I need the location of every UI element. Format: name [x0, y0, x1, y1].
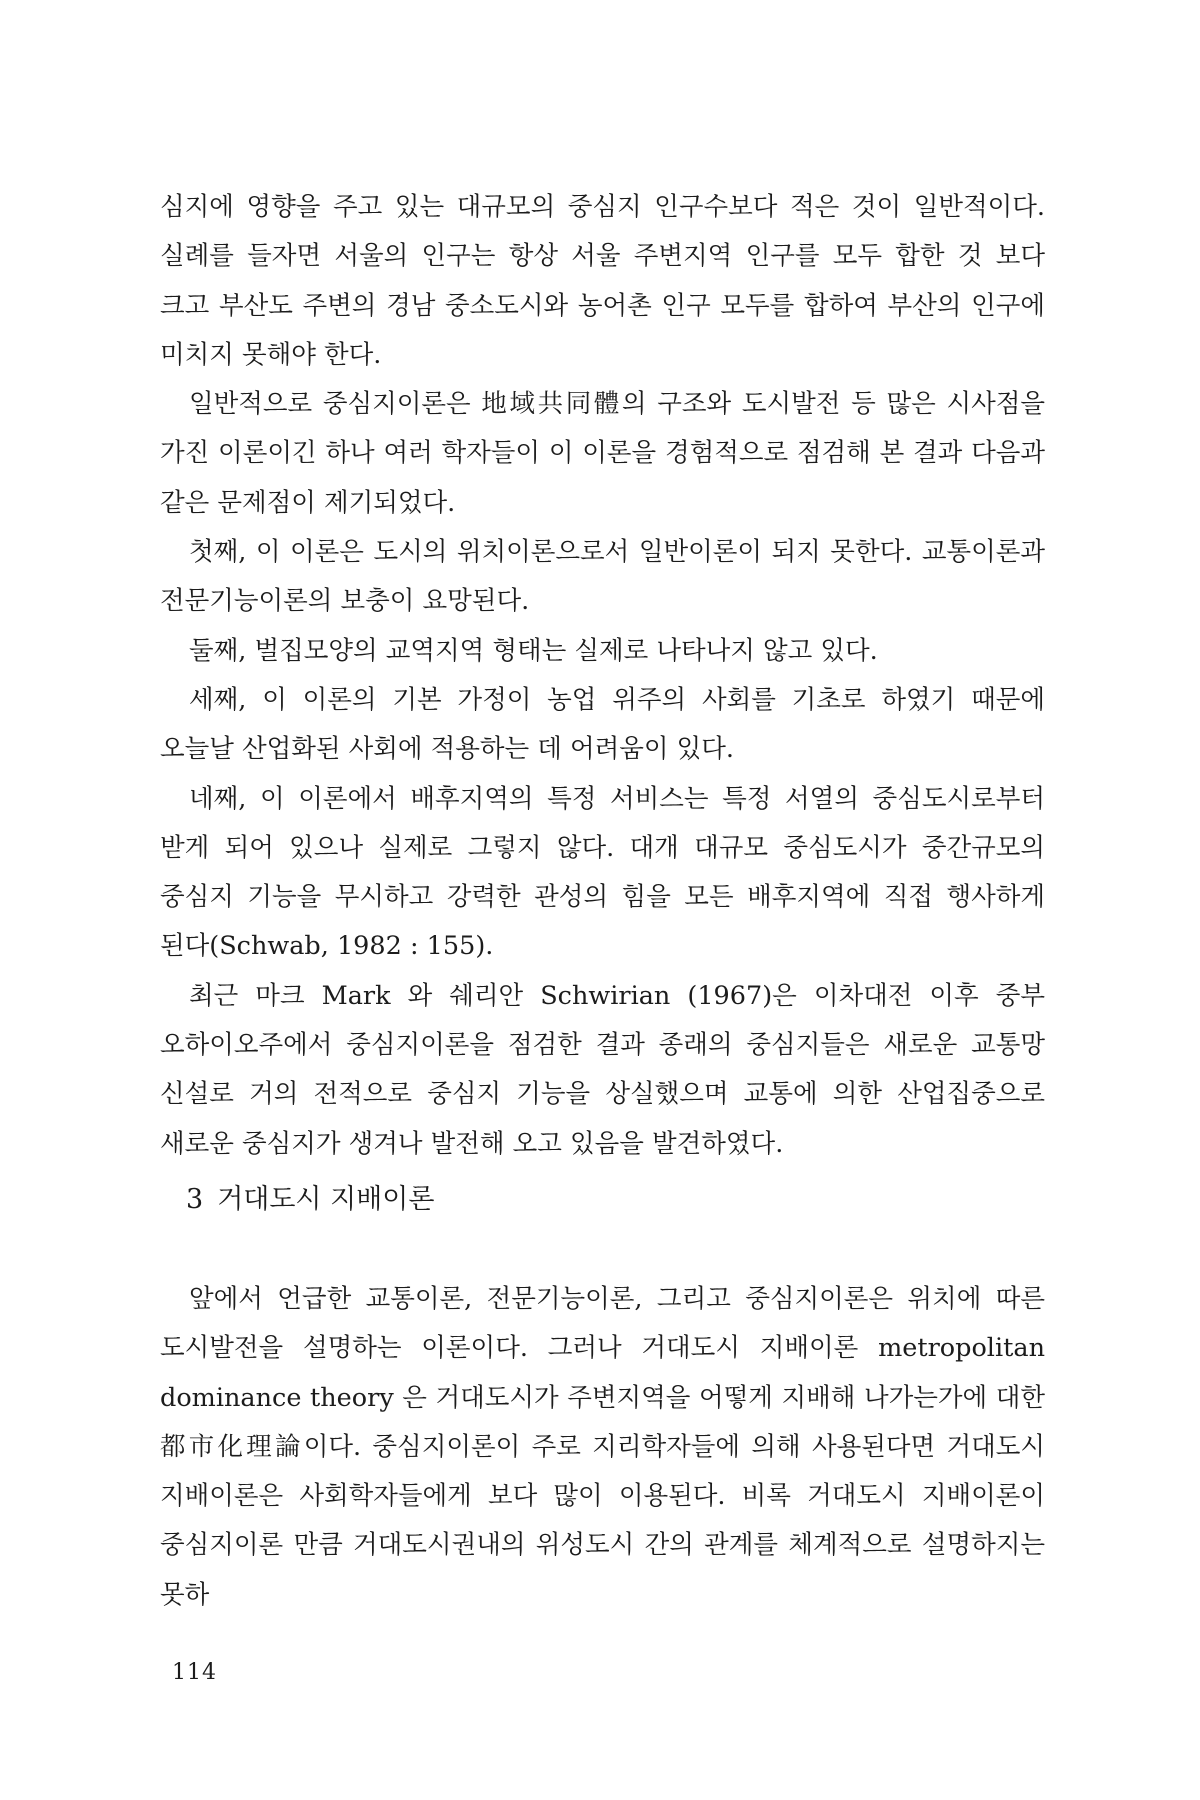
paragraph-point-fourth: 네째, 이 이론에서 배후지역의 특정 서비스는 특정 서열의 중심도시로부터 받게 되어 있으나 실제로 그렇지 않다. 대개 대규모 중심도시가 중간규모의 중심지 기능을 무시하고 강력한 관성의 힘을 모든 배후지역에 직접 행사하게 된다(Schwab, 1982 : 155). [160, 783, 1045, 962]
paragraph-point-third: 세째, 이 이론의 기본 가정이 농업 위주의 사회를 기초로 하였기 때문에 오늘날 산업화된 사회에 적용하는 데 어려움이 있다. [160, 684, 1045, 765]
paragraph-central-place-critique-intro: 일반적으로 중심지이론은 地域共同體의 구조와 도시발전 등 많은 시사점을 가진 이론이긴 하나 여러 학자들이 이 이론을 경험적으로 점검해 본 결과 다음과 같은 문제점이 제기되었다. [160, 389, 1045, 518]
section-number: 3 [186, 1184, 204, 1215]
page-number: 114 [172, 1660, 217, 1685]
section-title: 거대도시 지배이론 [217, 1184, 435, 1215]
paragraph-point-second: 둘째, 벌집모양의 교역지역 형태는 실제로 나타나지 않고 있다. [189, 635, 878, 666]
paragraph-point-first: 첫째, 이 이론은 도시의 위치이론으로서 일반이론이 되지 못한다. 교통이론과 전문기능이론의 보충이 요망된다. [160, 537, 1045, 617]
paragraph-mark-schwirian: 최근 마크 Mark 와 쉐리안 Schwirian (1967)은 이차대전 이후 중부 오하이오주에서 중심지이론을 점검한 결과 종래의 중심지들은 새로운 교통망 신설로 거의 전적으로 중심지 기능을 상실했으며 교통에 의한 산업집중으로 새로운 중심지가 생겨나 발전해 오고 있음을 발견하였다. [160, 980, 1045, 1159]
paragraph-continuation: 심지에 영향을 주고 있는 대규모의 중심지 인구수보다 적은 것이 일반적이다. 실례를 들자면 서울의 인구는 항상 서울 주변지역 인구를 모두 합한 것 보다 크고 부산도 주변의 경남 중소도시와 농어촌 인구 모두를 합하여 부산의 인구에 미치지 못해야 한다. [160, 192, 1045, 370]
paragraph-metropolitan-dominance: 앞에서 언급한 교통이론, 전문기능이론, 그리고 중심지이론은 위치에 따른 도시발전을 설명하는 이론이다. 그러나 거대도시 지배이론 metropolitan dominance theory 은 거대도시가 주변지역을 어떻게 지배해 나가는가에 대한 都市化理論이다. 중심지이론이 주로 지리학자들에 의해 사용된다면 거대도시 지배이론은 사회학자들에게 보다 많이 이용된다. 비록 거대도시 지배이론이 중심지이론 만큼 거대도시권내의 위성도시 간의 관계를 체계적으로 설명하지는 못하 [160, 1284, 1045, 1610]
body-text-top [160, 183, 1045, 1169]
body-text-bottom [160, 1275, 1045, 1620]
section-heading [186, 1180, 434, 1220]
